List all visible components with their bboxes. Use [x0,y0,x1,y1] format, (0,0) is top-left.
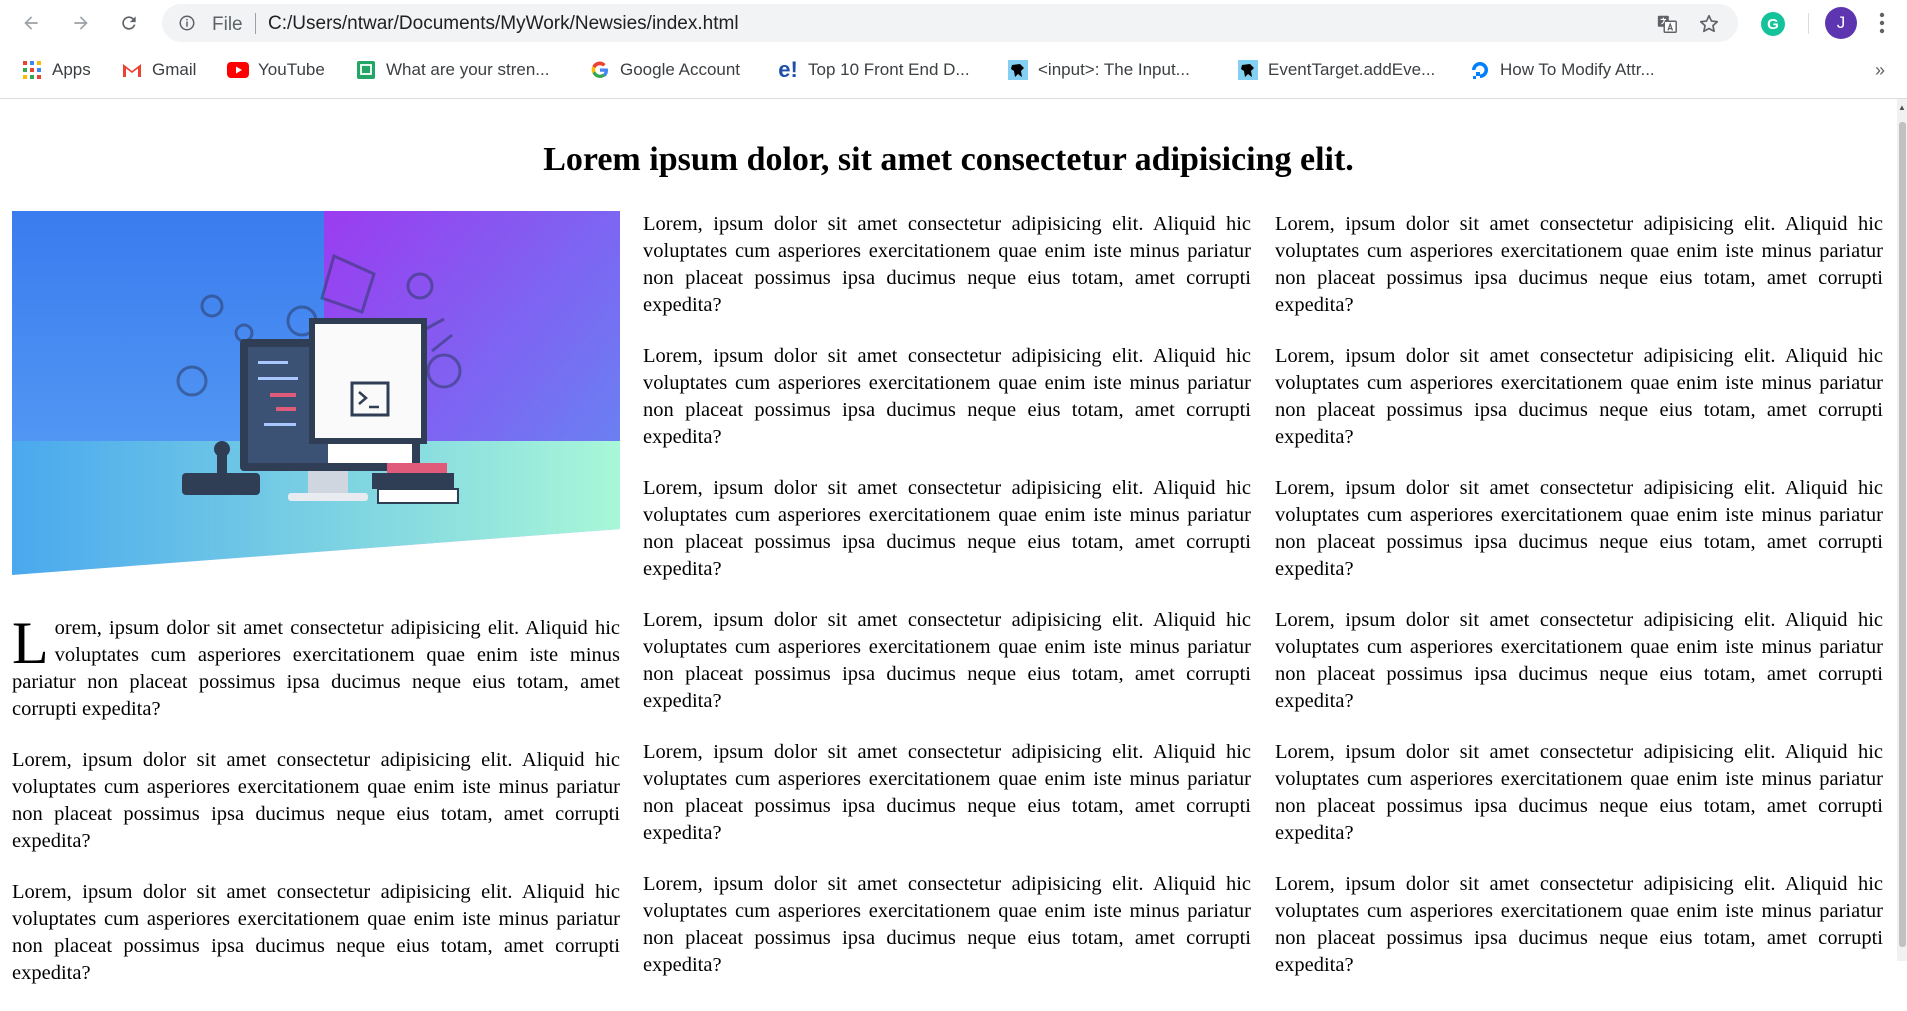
article-paragraph: Lorem, ipsum dolor sit amet consectetur adipisicing elit. Aliquid hic voluptates cum asperiores exercitationem quae enim iste minus pariatur non placeat possimus ipsa ducimus neque eius totam, amet corrupti expedita? [12,881,620,984]
bookmark-apps[interactable] [22,60,91,80]
browser-chrome [0,0,1907,99]
article-paragraph: Lorem, ipsum dolor sit amet consectetur adipisicing elit. Aliquid hic voluptates cum asperiores exercitationem quae enim iste minus pariatur non placeat possimus ipsa ducimus neque eius totam, amet corrupti expedita? [643,213,1251,316]
bookmark-youtube[interactable] [228,60,325,80]
arrow-right-icon [71,13,91,33]
bookmark-label: What are your stren... [386,60,550,79]
article-paragraph: Lorem, ipsum dolor sit amet consectetur adipisicing elit. Aliquid hic voluptates cum asperiores exercitationem quae enim iste minus pariatur non placeat possimus ipsa ducimus neque eius totam, amet corrupti expedita? [643,477,1251,580]
bookmark-label: Apps [52,60,91,79]
article-paragraph: Lorem, ipsum dolor sit amet consectetur adipisicing elit. Aliquid hic voluptates cum asperiores exercitationem quae enim iste minus pariatur non placeat possimus ipsa ducimus neque eius totam, amet corrupti expedita? [1275,345,1883,448]
green-doc-icon [356,60,376,80]
scheme-label: File [212,14,243,35]
info-icon[interactable] [178,14,196,32]
bookmark-label: How To Modify Attr... [1500,60,1655,79]
article-headline: Lorem ipsum dolor, sit amet consectetur adipisicing elit. [543,141,1354,178]
mdn-icon [1008,60,1028,80]
page-content [0,99,1897,984]
mdn-icon [1238,60,1258,80]
forward-button[interactable] [66,8,96,38]
article-paragraph [12,610,620,723]
omnibox-divider [255,13,256,34]
youtube-icon [228,60,248,80]
bookmark-label: <input>: The Input... [1038,60,1190,79]
article-paragraph: Lorem, ipsum dolor sit amet consectetur adipisicing elit. Aliquid hic voluptates cum asperiores exercitationem quae enim iste minus pariatur non placeat possimus ipsa ducimus neque eius totam, amet corrupti expedita? [643,741,1251,844]
bookmark-label: EventTarget.addEve... [1268,60,1436,79]
hero-illustration [12,211,620,575]
gmail-icon [122,60,142,80]
bookmark-modify-attr[interactable] [1470,60,1655,80]
article-paragraph: Lorem, ipsum dolor sit amet consectetur adipisicing elit. Aliquid hic voluptates cum asperiores exercitationem quae enim iste minus pariatur non placeat possimus ipsa ducimus neque eius totam, amet corrupti expedita? [1275,609,1883,712]
article-paragraph: Lorem, ipsum dolor sit amet consectetur adipisicing elit. Aliquid hic voluptates cum asperiores exercitationem quae enim iste minus pariatur non placeat possimus ipsa ducimus neque eius totam, amet corrupti expedita? [1275,213,1883,316]
address-bar[interactable] [162,4,1738,42]
browser-toolbar [0,0,1907,46]
bookmark-gmail[interactable] [122,60,196,80]
paragraph-text: orem, ipsum dolor sit amet consectetur adipisicing elit. Aliquid hic voluptates cum asperiores exercitationem quae enim iste minus pariatur non placeat possimus ipsa ducimus neque eius totam, amet corrupti expedita? [12,617,620,720]
bookmark-strengths[interactable] [356,60,549,80]
article-column-1 [12,211,620,1011]
translate-icon[interactable] [1656,13,1678,35]
google-g-icon [590,60,610,80]
e-exclaim-icon: e! [778,57,798,82]
article-paragraph: Lorem, ipsum dolor sit amet consectetur adipisicing elit. Aliquid hic voluptates cum asperiores exercitationem quae enim iste minus pariatur non placeat possimus ipsa ducimus neque eius totam, amet corrupti expedita? [12,749,620,852]
bookmark-label: Top 10 Front End D... [808,60,970,79]
bookmarks-overflow-button[interactable]: » [1875,60,1886,80]
bookmark-label: YouTube [258,60,325,79]
profile-avatar[interactable]: J [1825,7,1857,39]
toolbar-divider [1808,13,1809,34]
bookmark-input-mdn[interactable] [1008,60,1190,80]
article-paragraph: Lorem, ipsum dolor sit amet consectetur adipisicing elit. Aliquid hic voluptates cum asperiores exercitationem quae enim iste minus pariatur non placeat possimus ipsa ducimus neque eius totam, amet corrupti expedita? [643,873,1251,976]
article-paragraph: Lorem, ipsum dolor sit amet consectetur adipisicing elit. Aliquid hic voluptates cum asperiores exercitationem quae enim iste minus pariatur non placeat possimus ipsa ducimus neque eius totam, amet corrupti expedita? [643,345,1251,448]
bookmark-google-account[interactable] [590,60,740,80]
url-text[interactable]: C:/Users/ntwar/Documents/MyWork/Newsies/index.html [268,13,739,34]
article-paragraph: Lorem, ipsum dolor sit amet consectetur adipisicing elit. Aliquid hic voluptates cum asperiores exercitationem quae enim iste minus pariatur non placeat possimus ipsa ducimus neque eius totam, amet corrupti expedita? [1275,873,1883,976]
article-column-3 [1275,211,1883,1003]
bookmark-label: Gmail [152,60,197,79]
article-paragraph: Lorem, ipsum dolor sit amet consectetur adipisicing elit. Aliquid hic voluptates cum asperiores exercitationem quae enim iste minus pariatur non placeat possimus ipsa ducimus neque eius totam, amet corrupti expedita? [1275,477,1883,580]
drop-cap: L [12,610,49,676]
apps-grid-icon [22,60,42,80]
scroll-up-arrow-icon[interactable]: ▲ [1898,103,1906,112]
page-scrollbar-thumb[interactable] [1899,122,1906,947]
bookmark-front-end[interactable] [778,57,970,82]
grammarly-extension-icon[interactable]: G [1761,12,1785,36]
bookmark-star-icon[interactable] [1698,13,1720,35]
arrow-left-icon [21,13,41,33]
bookmark-eventtarget-mdn[interactable] [1238,60,1435,80]
reload-button[interactable] [114,8,144,38]
reload-icon [119,13,139,33]
back-button[interactable] [16,8,46,38]
bookmarks-bar [0,52,1907,92]
article-column-2 [643,211,1251,1003]
article-paragraph: Lorem, ipsum dolor sit amet consectetur adipisicing elit. Aliquid hic voluptates cum asperiores exercitationem quae enim iste minus pariatur non placeat possimus ipsa ducimus neque eius totam, amet corrupti expedita? [1275,741,1883,844]
article-paragraph: Lorem, ipsum dolor sit amet consectetur adipisicing elit. Aliquid hic voluptates cum asperiores exercitationem quae enim iste minus pariatur non placeat possimus ipsa ducimus neque eius totam, amet corrupti expedita? [643,609,1251,712]
bookmark-label: Google Account [620,60,741,79]
digitalocean-icon [1470,60,1490,80]
more-menu-icon[interactable] [1875,10,1889,36]
